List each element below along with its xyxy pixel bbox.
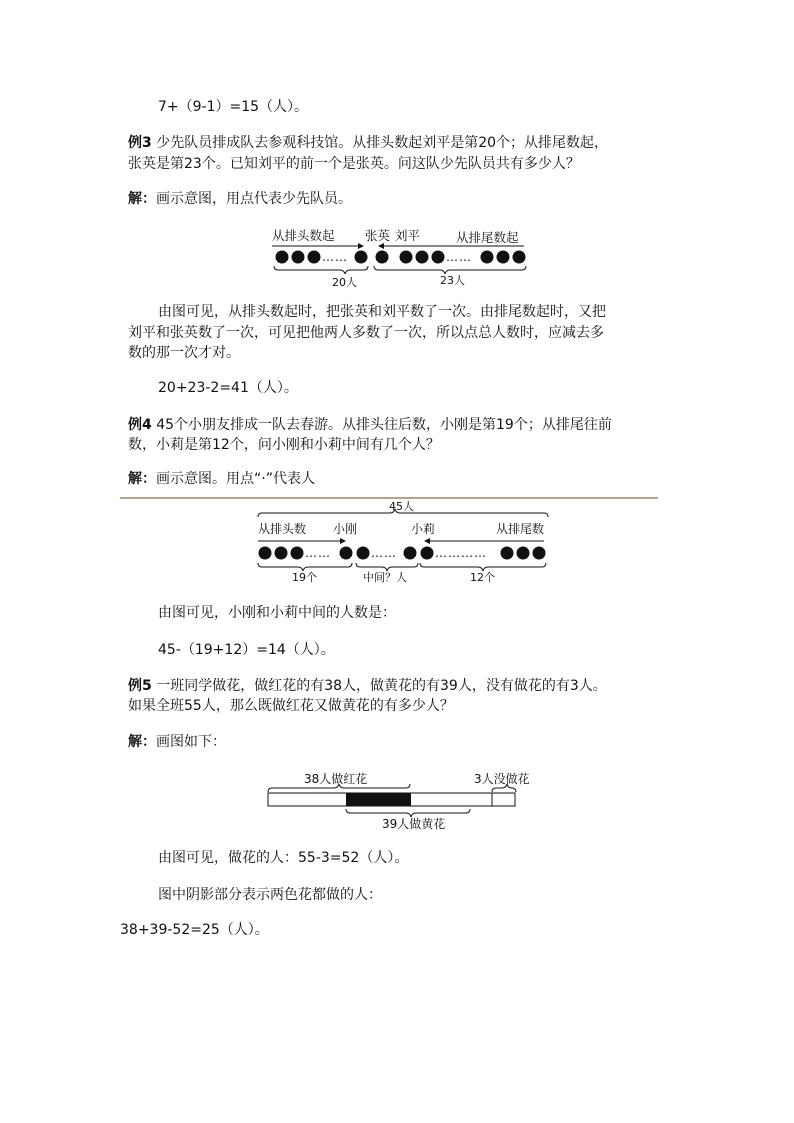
ellipsis: …… [322, 250, 348, 264]
calc-line: 45-（19+12）=14（人）。 [158, 642, 335, 658]
paragraph-3-line-3: 数的那一次才对。 [128, 345, 240, 361]
example-4-line-2: 数，小莉是第12个，问小刚和小莉中间有几个人？ [128, 437, 440, 453]
label-zhangying: 张英 [365, 228, 391, 243]
label-from-head: 从排头数 [258, 522, 307, 536]
flower-bar-diagram [262, 766, 546, 834]
paragraph-3-line-2: 刘平和张英数了一次，可见把他两人多数了一次，所以点总人数时，应减去多 [128, 325, 604, 341]
calc-line: 20+23-2=41（人）。 [158, 380, 298, 396]
arrowhead-right [340, 538, 346, 544]
brace-middle [356, 563, 418, 571]
label-xiaoli: 小莉 [411, 522, 436, 536]
solution-4 [128, 470, 315, 488]
example-text: 少先队员排成队去参观科技馆。从排头数起刘平是第20个；从排尾数起， [151, 135, 609, 151]
bar-both-shaded [346, 793, 411, 806]
example-4-line-1 [128, 416, 612, 434]
label-liuping: 刘平 [395, 228, 421, 243]
count-tail: 23人 [440, 274, 465, 287]
calc-line: 7+（9-1）=15（人）。 [158, 99, 309, 115]
solution-text: 画图如下： [156, 734, 226, 750]
label-yellow-flowers: 39人做黄花 [382, 817, 446, 831]
ellipsis: …… [371, 546, 397, 560]
count-tail: 12个 [470, 571, 495, 584]
dots-row [259, 547, 546, 560]
example-label: 例3 [128, 135, 152, 151]
paragraph-5-line-2: 图中阴影部分表示两色花都做的人： [158, 887, 382, 903]
brace-head [274, 266, 368, 274]
label-xiaogang: 小刚 [333, 522, 358, 536]
solution-text: 画示意图。用点“·”代表人 [156, 471, 315, 487]
arrowhead-left [424, 538, 430, 544]
solution-text: 画示意图，用点代表少先队员。 [156, 191, 352, 207]
paragraph-4-line-1: 由图可见，小刚和小莉中间的人数是： [158, 605, 396, 621]
ellipsis: …… [305, 546, 331, 560]
brace-yellow [346, 809, 470, 817]
ellipsis: ………… [435, 546, 487, 560]
label-total: 45人 [389, 500, 414, 513]
paragraph-5-line-1: 由图可见，做花的人：55-3=52（人）。 [158, 850, 409, 866]
label-from-tail: 从排尾数 [496, 522, 545, 536]
brace-head [258, 563, 352, 571]
solution-5 [128, 733, 226, 751]
example-5-line-2: 如果全班55人，那么既做红花又做黄花的有多少人？ [128, 698, 454, 714]
solution-3 [128, 190, 352, 208]
brace-red [268, 784, 410, 792]
example-3-line-2: 张英是第23个。已知刘平的前一个是张英。问这队少先队员共有多少人？ [128, 156, 580, 172]
brace-tail [420, 563, 546, 571]
paragraph-3-line-1: 由图可见，从排头数起时，把张英和刘平数了一次。由排尾数起时，又把 [158, 304, 606, 320]
example-label: 例5 [128, 678, 152, 694]
solution-label: 解： [128, 734, 156, 750]
count-head: 19个 [292, 571, 317, 584]
count-head: 20人 [332, 276, 357, 289]
queue-diagram-1 [260, 222, 540, 292]
example-text: 一班同学做花，做红花的有38人，做黄花的有39人，没有做花的有3人。 [151, 678, 607, 694]
example-label: 例4 [128, 417, 152, 433]
example-5-line-1 [128, 677, 607, 695]
dots-row [276, 251, 526, 264]
arrowhead-right [358, 243, 364, 249]
label-from-tail: 从排尾数起 [456, 230, 519, 245]
arrowhead-left [378, 243, 384, 249]
label-red-flowers: 38人做红花 [304, 772, 368, 786]
queue-diagram-2 [250, 499, 554, 585]
calc-line: 38+39-52=25（人）。 [120, 922, 269, 938]
label-no-flowers: 3人没做花 [474, 772, 530, 786]
label-from-head: 从排头数起 [272, 228, 335, 243]
ellipsis: …… [446, 250, 472, 264]
example-3-line-1 [128, 134, 608, 152]
example-text: 45个小朋友排成一队去春游。从排头往后数，小刚是第19个；从排尾往前 [151, 417, 612, 433]
solution-label: 解： [128, 191, 156, 207]
brace-tail [374, 266, 526, 274]
solution-label: 解： [128, 471, 156, 487]
count-middle: 中间？人 [363, 571, 407, 584]
